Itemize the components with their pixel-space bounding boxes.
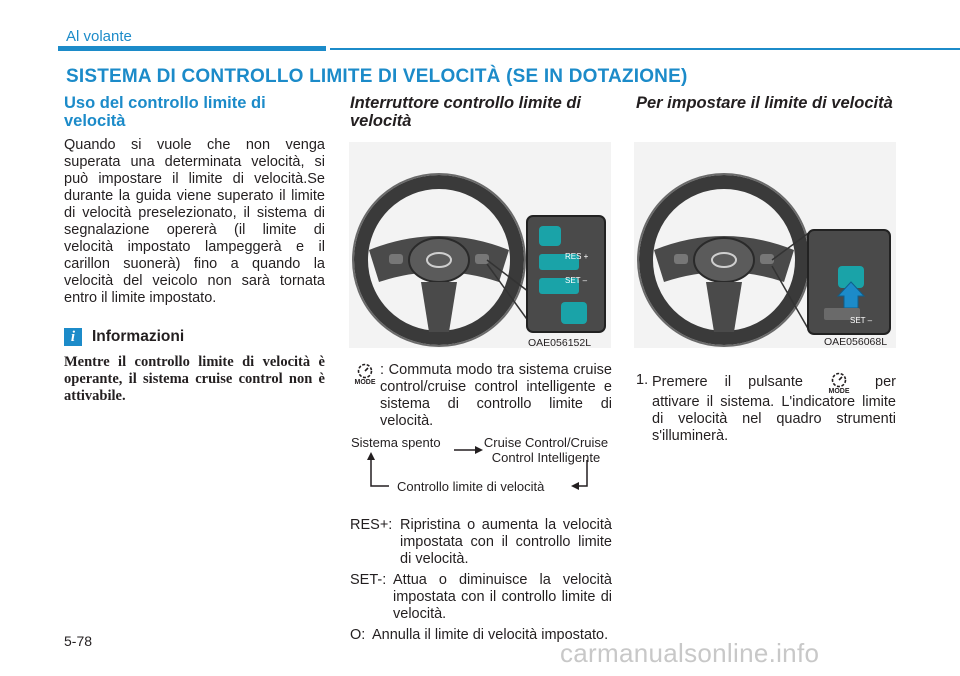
flow-cruise-line-1: Cruise Control/Cruise xyxy=(483,435,609,450)
header-rule-thin xyxy=(330,48,960,50)
step-1-part-2: per xyxy=(875,374,897,390)
mode-icon-label: MODE xyxy=(828,388,850,394)
page-number: 5-78 xyxy=(64,633,93,649)
flow-system-off: Sistema spento xyxy=(351,435,441,450)
page-title: SISTEMA DI CONTROLLO LIMITE DI VELOCITÀ (SE IN DOTAZIONE) xyxy=(66,66,688,87)
step-1-first-line xyxy=(652,372,896,394)
mode-icon xyxy=(826,372,852,394)
mode-icon-label: MODE xyxy=(354,379,376,385)
info-icon: i xyxy=(64,328,82,346)
definition-term: SET-: xyxy=(350,572,387,588)
header-rule-thick xyxy=(58,46,326,51)
flow-cruise-line-2: Control Intelligente xyxy=(491,450,601,465)
definition-term: RES+: xyxy=(350,517,393,533)
step-1-part-1: Premere il pulsante xyxy=(652,374,803,390)
definition-text: Ripristina o aumenta la velocità impostata con il controllo limite di velocità. xyxy=(400,517,612,567)
mode-description: : Commuta modo tra sistema cruise control/cruise control intelligente e sistema di controllo limite di velocità. xyxy=(380,362,612,429)
figure-code-1: OAE056152L xyxy=(528,337,592,349)
definition-set-minus xyxy=(350,572,612,623)
step-1-text xyxy=(652,372,896,445)
res-plus-button-label: RES + xyxy=(565,252,589,261)
info-body: Mentre il controllo limite di velocità è operante, il sistema cruise control non è attivabile. xyxy=(64,354,325,404)
set-minus-button-label: SET – xyxy=(850,316,873,325)
col2-heading: Interruttore controllo limite di velocità xyxy=(350,94,582,130)
info-title: Informazioni xyxy=(92,328,185,345)
flow-arrows xyxy=(349,430,613,500)
mode-icon xyxy=(352,363,378,385)
steering-wheel-figure-1 xyxy=(349,142,611,348)
set-minus-button-label: SET – xyxy=(565,276,588,285)
figure-code-2: OAE056068L xyxy=(824,336,888,348)
definition-term: O: xyxy=(350,627,366,643)
watermark: carmanualsonline.info xyxy=(560,638,820,668)
steering-wheel-1-illustration xyxy=(349,142,611,348)
steering-wheel-figure-2 xyxy=(634,142,896,348)
step-1-rest: attivare il sistema. L'indicatore limite di velocità nel quadro strumenti s'illuminerà. xyxy=(652,394,896,444)
step-number: 1. xyxy=(636,372,649,388)
definition-text: Attua o diminuisce la velocità impostata con il controllo limite di velocità. xyxy=(393,572,612,622)
section-label: Al volante xyxy=(66,28,132,45)
definition-text: Annulla il limite di velocità impostato. xyxy=(372,627,609,643)
flow-speed-limit: Controllo limite di velocità xyxy=(397,479,545,494)
col1-heading: Uso del controllo limite di velocità xyxy=(64,94,266,130)
col1-body: Quando si vuole che non venga superata una determinata velocità, si può impostare il limite di velocità.Se durante la guida viene superato il limite di velocità preselezionato, il sistema di segnalazione opererà (il limite di velocità impostato lampeggerà e il carillon suonerà) fino a quando la velocità del veicolo non sarà tornata entro il limite impostato. xyxy=(64,137,325,306)
definition-res-plus xyxy=(350,517,612,568)
col3-heading: Per impostare il limite di velocità xyxy=(636,94,893,112)
